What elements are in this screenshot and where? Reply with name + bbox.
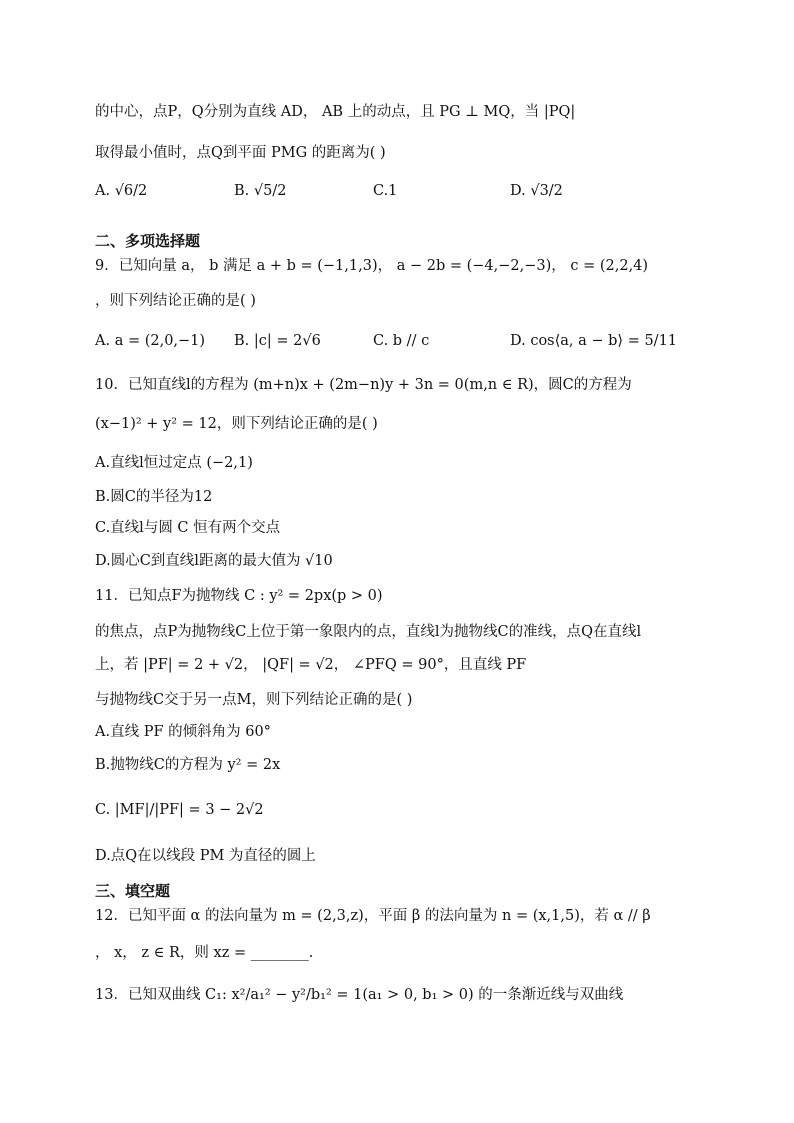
option-d: D.圆心C到直线l距离的最大值为 √10 xyxy=(95,553,333,569)
text-line: ， x， z ∈ R，则 xz = ________. xyxy=(95,945,314,961)
text-line: 与抛物线C交于另一点M，则下列结论正确的是( ) xyxy=(95,692,413,708)
section-heading: 二、多项选择题 xyxy=(95,232,201,250)
question-13: 13．已知双曲线 C₁: x²/a₁² − y²/b₁² = 1(a₁ > 0, b₁ > 0) 的一条渐近线与双曲线 xyxy=(95,987,624,1003)
option-c: C. b // c xyxy=(373,333,430,349)
text-line: 的中心，点P，Q分别为直线 AD， AB 上的动点，且 PG ⊥ MQ，当 |PQ| xyxy=(95,104,576,120)
text-line: (x−1)² + y² = 12，则下列结论正确的是( ) xyxy=(95,416,378,432)
option-a: A.直线 PF 的倾斜角为 60° xyxy=(95,724,271,740)
question-10: 10．已知直线l的方程为 (m+n)x + (2m−n)y + 3n = 0(m,n ∈ R)，圆C的方程为 xyxy=(95,377,632,393)
option-b: B. |c| = 2√6 xyxy=(234,333,321,349)
option-b: B.圆C的半径为12 xyxy=(95,489,213,505)
question-9: 9．已知向量 a， b 满足 a + b = (−1,1,3)， a − 2b = (−4,−2,−3)， c = (2,2,4) xyxy=(95,258,649,274)
question-12: 12．已知平面 α 的法向量为 m = (2,3,z)，平面 β 的法向量为 n = (x,1,5)，若 α // β xyxy=(95,908,651,924)
question-11: 11．已知点F为抛物线 C : y² = 2px(p > 0) xyxy=(95,588,383,604)
option-c: C.1 xyxy=(373,183,398,199)
text-line: 取得最小值时，点Q到平面 PMG 的距离为( ) xyxy=(95,145,386,161)
option-a: A. √6/2 xyxy=(95,183,148,199)
text-line: 的焦点，点P为抛物线C上位于第一象限内的点，直线l为抛物线C的准线，点Q在直线l xyxy=(95,624,642,640)
option-b: B.抛物线C的方程为 y² = 2x xyxy=(95,757,281,773)
option-a: A.直线l恒过定点 (−2,1) xyxy=(95,455,253,471)
option-d: D. √3/2 xyxy=(510,183,563,199)
option-c: C. |MF|/|PF| = 3 − 2√2 xyxy=(95,802,264,818)
option-d: D.点Q在以线段 PM 为直径的圆上 xyxy=(95,848,316,864)
option-a: A. a = (2,0,−1) xyxy=(95,333,206,349)
option-c: C.直线l与圆 C 恒有两个交点 xyxy=(95,520,281,536)
section-heading: 三、填空题 xyxy=(95,882,171,900)
text-line: 上，若 |PF| = 2 + √2， |QF| = √2， ∠PFQ = 90°，且直线 PF xyxy=(95,657,527,673)
option-d: D. cos⟨a, a − b⟩ = 5/11 xyxy=(510,333,678,349)
text-line: ，则下列结论正确的是( ) xyxy=(95,293,256,309)
option-b: B. √5/2 xyxy=(234,183,287,199)
